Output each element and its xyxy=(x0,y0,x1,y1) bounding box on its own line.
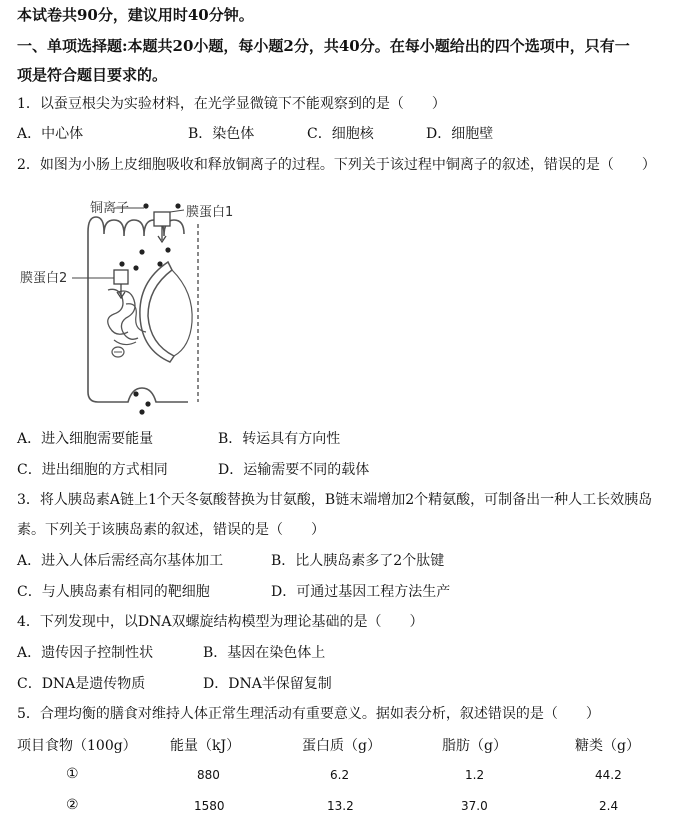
protein1-leader xyxy=(170,210,184,212)
cell-membrane-apical xyxy=(88,217,184,392)
question-3-option-a: A．进入人体后需经高尔基体加工 xyxy=(17,553,224,569)
table-cell: ① xyxy=(66,766,79,782)
table-header: 糖类（g） xyxy=(575,738,640,754)
label-membrane-protein-2: 膜蛋白2 xyxy=(20,271,68,286)
label-copper-ion: 铜离子 xyxy=(90,201,130,216)
question-1-option-b: B．染色体 xyxy=(188,126,255,142)
question-4-option-a: A．遗传因子控制性状 xyxy=(17,645,154,661)
exam-intro: 本试卷共90分，建议用时40分钟。 xyxy=(17,6,254,24)
table-header: 项目食物（100g） xyxy=(17,738,137,754)
question-1-stem: 1．以蚕豆根尖为实验材料，在光学显微镜下不能观察到的是（ ） xyxy=(17,96,446,112)
nucleus-inner xyxy=(172,270,192,356)
question-4-option-b: B．基因在染色体上 xyxy=(203,645,326,661)
nucleus-envelope xyxy=(140,262,174,362)
table-cell: 1580 xyxy=(194,799,225,813)
table-cell: ② xyxy=(66,797,79,813)
question-3-option-c: C．与人胰岛素有相同的靶细胞 xyxy=(17,584,210,600)
cell-diagram xyxy=(18,192,248,422)
question-3-option-b: B．比人胰岛素多了2个肽键 xyxy=(271,553,445,569)
label-membrane-protein-1: 膜蛋白1 xyxy=(186,205,234,220)
question-4-option-d: D．DNA半保留复制 xyxy=(203,676,332,692)
section-title-line2: 项是符合题目要求的。 xyxy=(17,66,168,84)
table-header: 能量（kJ） xyxy=(170,738,241,754)
cell-diagram-svg xyxy=(18,192,248,422)
table-header: 蛋白质（g） xyxy=(302,738,381,754)
membrane-protein-1 xyxy=(154,212,170,226)
question-1-option-d: D．细胞壁 xyxy=(426,126,494,142)
endomembrane-4 xyxy=(114,340,136,345)
table-cell: 1.2 xyxy=(465,768,485,782)
question-2-option-b: B．转运具有方向性 xyxy=(218,431,341,447)
question-4-option-c: C．DNA是遗传物质 xyxy=(17,676,146,692)
table-cell: 2.4 xyxy=(599,799,619,813)
table-cell: 13.2 xyxy=(327,799,354,813)
copper-ion-dots xyxy=(119,203,180,414)
table-cell: 37.0 xyxy=(461,799,488,813)
question-2-option-a: A．进入细胞需要能量 xyxy=(17,431,154,447)
question-2-option-d: D．运输需要不同的载体 xyxy=(218,462,370,478)
membrane-protein-2 xyxy=(114,270,128,284)
table-cell: 6.2 xyxy=(330,768,350,782)
endomembrane-1 xyxy=(108,289,128,334)
question-1-option-a: A．中心体 xyxy=(17,126,84,142)
question-3-option-d: D．可通过基因工程方法生产 xyxy=(271,584,451,600)
table-header: 脂肪（g） xyxy=(442,738,507,754)
question-2-option-c: C．进出细胞的方式相同 xyxy=(17,462,168,478)
question-3-stem-line1: 3．将人胰岛素A链上1个天冬氨酸替换为甘氨酸，B链末端增加2个精氨酸，可制备出一种人工长效胰岛 xyxy=(17,492,653,508)
table-cell: 880 xyxy=(197,768,220,782)
section-title-line1: 一、单项选择题:本题共20小题，每小题2分，共40分。在每小题给出的四个选项中，只有一 xyxy=(17,37,630,55)
question-3-stem-line2: 素。下列关于该胰岛素的叙述，错误的是（ ） xyxy=(17,522,325,538)
question-1-option-c: C．细胞核 xyxy=(307,126,374,142)
question-4-stem: 4．下列发现中，以DNA双螺旋结构模型为理论基础的是（ ） xyxy=(17,614,424,630)
question-5-stem: 5．合理均衡的膳食对维持人体正常生理活动有重要意义。据如表分析，叙述错误的是（ ） xyxy=(17,706,600,722)
question-2-stem: 2．如图为小肠上皮细胞吸收和释放铜离子的过程。下列关于该过程中铜离子的叙述，错误的是（ ） xyxy=(17,157,656,173)
table-cell: 44.2 xyxy=(595,768,622,782)
